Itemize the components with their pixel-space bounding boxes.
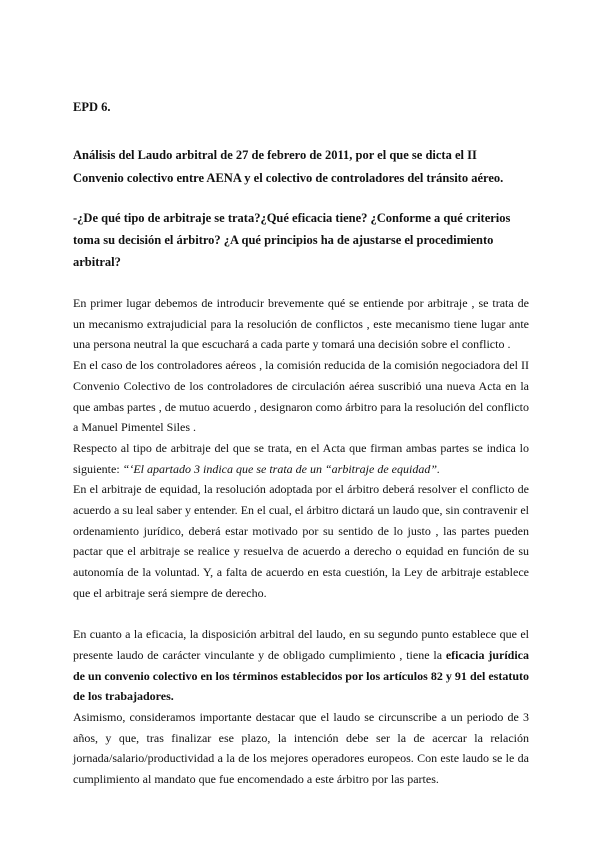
paragraph-equity-arbitration: En el arbitraje de equidad, la resolución adoptada por el árbitro deberá resolver el conflicto de acuerdo a su leal saber y entender. En el cual, el árbitro dictará un laudo que, sin contravenir el ordenamiento jurídico, deberá estar motivado por su sentido de lo justo , las partes pueden pactar que el arbitraje se realice y resuelva de acuerdo a derecho o equidad en función de su autonomía de la voluntad. Y, a falta de acuerdo en esta cuestión, la Ley de arbitraje establece que el arbitraje será siempre de derecho. bbox=[73, 482, 529, 600]
document-id: EPD 6. bbox=[73, 100, 111, 114]
arbitration-type-lead: Respecto al tipo de arbitraje del que se trata, en el Acta que firman ambas partes se indica lo siguiente: bbox=[73, 440, 529, 476]
document-page bbox=[73, 99, 529, 790]
paragraph-definition: En primer lugar debemos de introducir brevemente qué se entiende por arbitraje , se trata de un mecanismo extrajudicial para la resolución de conflictos , este mecanismo tiene lugar ante una persona neutral la que escuchará a cada parte y tomará una decisión sobre el conflicto . bbox=[73, 296, 529, 352]
paragraph-gap bbox=[73, 604, 529, 625]
document-questions: -¿De qué tipo de arbitraje se trata?¿Qué eficacia tiene? ¿Conforme a qué criterios toma su decisión el árbitro? ¿A qué principios ha de ajustarse el procedimiento arbitral? bbox=[73, 211, 511, 269]
document-title: Análisis del Laudo arbitral de 27 de febrero de 2011, por el que se dicta el II Convenio colectivo entre AENA y el colectivo de controladores del tránsito aéreo. bbox=[73, 148, 504, 185]
efficacy-lead: En cuanto a la eficacia, la disposición arbitral del laudo, en su segundo punto establece que el presente laudo de carácter vinculante y de obligado cumplimiento , tiene la bbox=[73, 627, 529, 662]
paragraph-efficacy bbox=[73, 624, 529, 707]
paragraph-controllers-case: En el caso de los controladores aéreos , la comisión reducida de la comisión negociadora del II Convenio Colectivo de los controladores de circulación aérea suscribió una nueva Acta en la que ambas partes , de mutuo acuerdo , designaron como árbitro para la resolución del conflicto a Manuel Pimentel Siles . bbox=[73, 358, 529, 435]
arbitration-type-quote: “‘El apartado 3 indica que se trata de un “arbitraje de equidad”. bbox=[122, 461, 440, 476]
paragraph-arbitration-type bbox=[73, 438, 529, 479]
efficacy-bold: eficacia jurídica de un convenio colectivo en los términos establecidos por los artículos 82 y 91 del estatuto de los trabajadores. bbox=[73, 647, 529, 704]
paragraph-period: Asimismo, consideramos importante destacar que el laudo se circunscribe a un periodo de 3 años, y que, tras finalizar ese plazo, la intención debe ser la de acercar la relación jornada/salario/productividad a la de los mejores operadores europeos. Con este laudo se le da cumplimiento al mandato que fue encomendado a este árbitro por las partes. bbox=[73, 710, 529, 787]
